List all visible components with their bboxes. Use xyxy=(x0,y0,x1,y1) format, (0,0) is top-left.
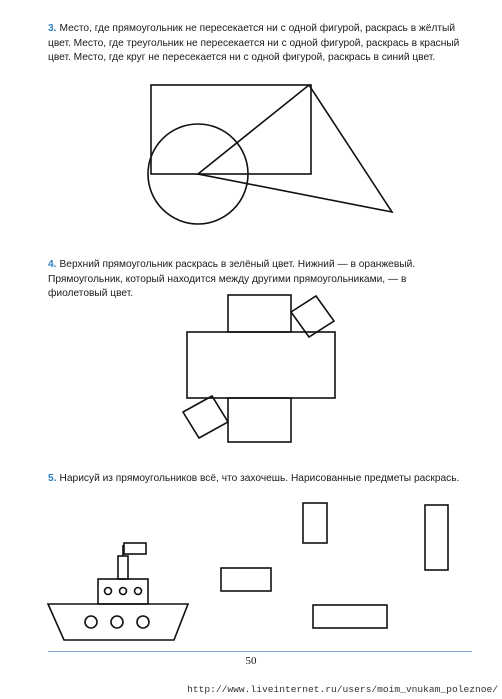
cabin-window-3 xyxy=(135,588,142,595)
porthole-1 xyxy=(85,616,97,628)
task-3-number: 3. xyxy=(48,23,57,34)
task-3-figure xyxy=(148,85,392,224)
task-3-text: Место, где прямоугольник не пересекается ни с одной фигурой, раскрась в жёлтый цвет. Место, где треугольник не пересекается ни с одной фигурой, раскрась в красный цвет. Место, где круг не пересекается ни с одной фигурой, раскрась в синий цвет. xyxy=(48,23,460,64)
rectangle-wide-horizontal xyxy=(313,605,387,628)
ship-funnel xyxy=(118,556,128,579)
task-4-text: Верхний прямоугольник раскрась в зелёный цвет. Нижний — в оранжевый. Прямоугольник, который находится между другими прямоугольниками, — в фиолетовый цвет. xyxy=(48,259,416,300)
tilted-square-top-right xyxy=(291,296,334,337)
task-4-number: 4. xyxy=(48,259,57,270)
ship-flag xyxy=(124,543,146,554)
cabin-window-1 xyxy=(105,588,112,595)
middle-rectangle xyxy=(187,332,335,398)
rectangle-tall-vertical xyxy=(425,505,448,570)
bottom-rectangle xyxy=(228,398,291,442)
top-rectangle xyxy=(228,295,291,332)
task-5-number: 5. xyxy=(48,473,57,484)
ship-cabin xyxy=(98,579,148,604)
source-url-watermark: http://www.liveinternet.ru/users/moim_vnukam_poleznoe/ xyxy=(187,684,498,695)
page-number: 50 xyxy=(245,655,257,667)
footer-divider xyxy=(48,651,472,652)
porthole-3 xyxy=(137,616,149,628)
rectangle-small-horizontal xyxy=(221,568,271,591)
task-5-text: Нарисуй из прямоугольников всё, что захочешь. Нарисованные предметы раскрась. xyxy=(59,473,460,484)
task-4-figure xyxy=(183,295,335,442)
tilted-square-bottom-left xyxy=(183,396,228,438)
ship-drawing xyxy=(48,543,188,640)
ship-hull xyxy=(48,604,188,640)
rectangle-small-vertical xyxy=(303,503,327,543)
triangle-shape xyxy=(198,85,392,212)
task-5-rectangles xyxy=(221,503,448,628)
porthole-2 xyxy=(111,616,123,628)
cabin-window-2 xyxy=(120,588,127,595)
